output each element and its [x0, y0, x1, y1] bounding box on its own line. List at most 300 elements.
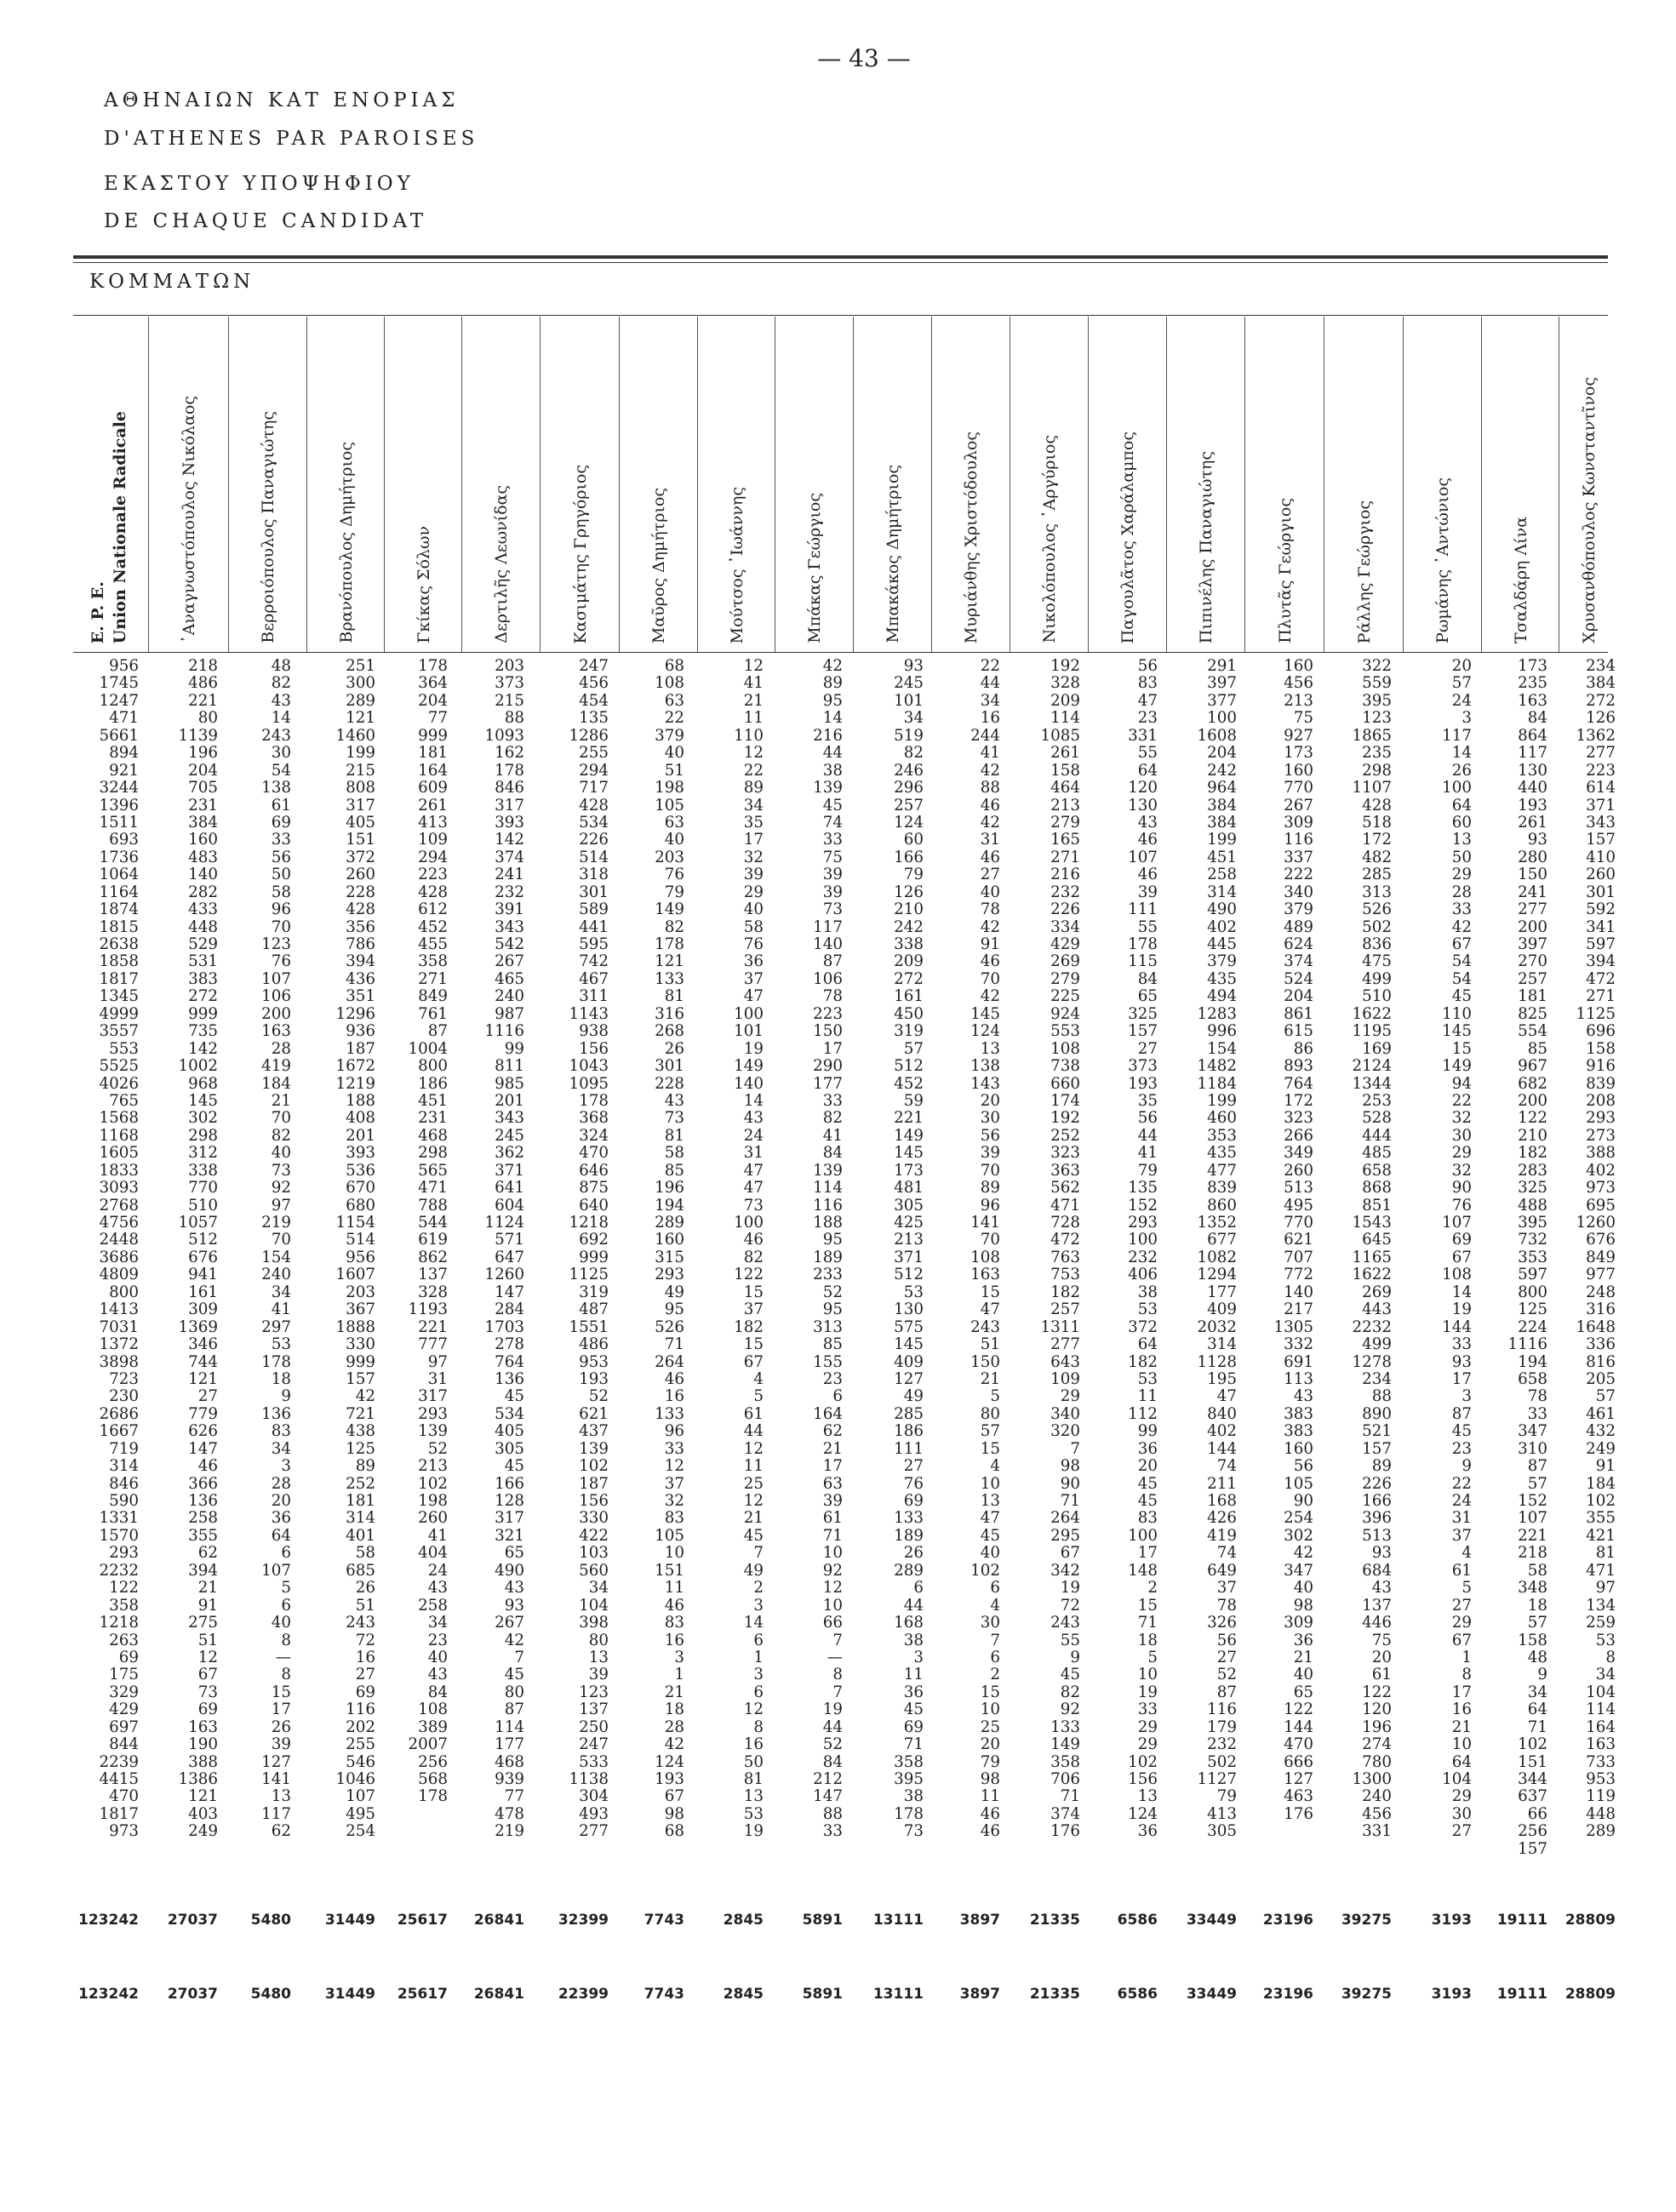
vote-cell: 89	[822, 674, 843, 693]
vote-cell: 646	[579, 1161, 609, 1180]
vote-cell: 275	[188, 1614, 218, 1632]
vote-cell: 107	[261, 969, 291, 988]
vote-cell: 49	[664, 1283, 684, 1301]
vote-cell: 37	[1216, 1579, 1237, 1598]
vote-cell: 924	[1050, 1004, 1080, 1023]
vote-cell: 177	[1207, 1283, 1237, 1301]
vote-cell: 130	[894, 1300, 924, 1319]
vote-cell: 88	[980, 779, 1000, 797]
vote-cell: 2007	[408, 1735, 448, 1754]
vote-cell: 27	[903, 1457, 924, 1476]
vote-cell: 192	[1050, 657, 1080, 675]
vote-cell: 409	[894, 1352, 924, 1371]
vote-cell: 264	[1050, 1509, 1080, 1528]
vote-cell: 120	[1128, 779, 1158, 797]
vote-cell: 63	[822, 1474, 843, 1493]
vote-cell: 108	[1050, 1039, 1080, 1058]
vote-cell: 46	[664, 1369, 684, 1388]
vote-cell: 47	[1137, 691, 1158, 710]
vote-cell: 738	[1050, 1057, 1080, 1076]
candidate-name: Μούτσος ᾿Ιωάννης	[727, 486, 746, 643]
vote-cell: 40	[1293, 1666, 1313, 1684]
vote-cell: 513	[1362, 1526, 1392, 1545]
vote-cell: 456	[579, 674, 609, 693]
total-check-cell: 27037	[167, 1986, 218, 2003]
vote-cell: 695	[1586, 1196, 1616, 1215]
total-check-cell: 26841	[473, 1986, 524, 2003]
vote-cell: 6	[753, 1683, 764, 1701]
total-cell: 5480	[250, 1912, 291, 1929]
vote-cell: 309	[1284, 1614, 1313, 1632]
vote-cell: 136	[495, 1369, 524, 1388]
vote-cell: 419	[261, 1057, 291, 1076]
vote-cell: 160	[655, 1231, 684, 1249]
vote-cell: 40	[664, 831, 684, 849]
vote-cell: 53	[1137, 1369, 1158, 1388]
vote-cell: 52	[588, 1387, 609, 1406]
total-check-cell: 25617	[397, 1986, 448, 2003]
vote-cell: 1164	[99, 883, 139, 901]
vote-cell: 110	[734, 726, 764, 745]
vote-cell: 157	[346, 1369, 375, 1388]
vote-cell: 467	[579, 969, 609, 988]
vote-cell: 728	[1050, 1214, 1080, 1232]
vote-cell: 875	[579, 1179, 609, 1197]
vote-cell: 9	[281, 1387, 291, 1406]
vote-cell: 143	[970, 1074, 1000, 1093]
vote-cell: 1736	[99, 848, 139, 866]
vote-cell: 30	[1451, 1126, 1472, 1145]
vote-cell: 277	[579, 1822, 609, 1841]
vote-cell: 1703	[484, 1317, 524, 1336]
vote-cell: 78	[1216, 1596, 1237, 1615]
total-cell: 31449	[324, 1912, 375, 1929]
vote-cell: 152	[1518, 1492, 1547, 1510]
vote-cell: 472	[1050, 1231, 1080, 1249]
vote-cell: 2232	[1352, 1317, 1392, 1336]
vote-cell: 346	[188, 1335, 218, 1354]
vote-cell: 40	[271, 1614, 291, 1632]
vote-cell: 279	[1050, 969, 1080, 988]
vote-cell: 213	[1284, 691, 1313, 710]
vote-cell: 283	[1518, 1161, 1547, 1180]
vote-cell: 373	[1128, 1057, 1158, 1076]
vote-cell: 6	[281, 1544, 291, 1563]
candidate-name: Χρυσανθόπουλος Κωνσταντῖνος	[1579, 377, 1599, 643]
vote-cell: 362	[495, 1144, 524, 1163]
vote-cell: 443	[1362, 1300, 1392, 1319]
vote-cell: 524	[1284, 969, 1313, 988]
vote-cell: 127	[261, 1752, 291, 1771]
vote-cell: 147	[495, 1283, 524, 1301]
vote-cell: 82	[822, 1109, 843, 1128]
vote-cell: 57	[1527, 1474, 1547, 1493]
vote-cell: 221	[188, 691, 218, 710]
vote-cell: 107	[1128, 848, 1158, 866]
vote-cell: 172	[1362, 831, 1392, 849]
vote-cell: 1168	[99, 1126, 139, 1145]
vote-cell: 816	[1586, 1352, 1616, 1371]
vote-cell: 127	[1284, 1770, 1313, 1788]
vote-cell: 37	[743, 969, 764, 988]
vote-cell: 20	[1451, 657, 1472, 675]
vote-cell: 23	[1137, 709, 1158, 728]
vote-cell: 122	[1362, 1683, 1392, 1701]
vote-cell: 358	[418, 952, 448, 971]
vote-cell: 11	[743, 709, 764, 728]
vote-cell: 388	[188, 1752, 218, 1771]
vote-cell: 353	[1518, 1248, 1547, 1266]
vote-cell: 269	[1362, 1283, 1392, 1301]
total-check-cell: 39275	[1341, 1986, 1392, 2003]
vote-cell: 851	[1362, 1196, 1392, 1215]
vote-cell: 61	[1371, 1666, 1392, 1684]
vote-cell: 428	[579, 796, 609, 814]
vote-cell: 463	[1284, 1787, 1313, 1806]
vote-cell: 205	[1586, 1369, 1616, 1388]
vote-column	[335, 658, 375, 1841]
vote-cell: 30	[980, 1614, 1000, 1632]
vote-cell: 343	[495, 1109, 524, 1128]
header-line-4: DE CHAQUE CANDIDAT	[104, 210, 428, 232]
vote-cell: 542	[495, 935, 524, 953]
vote-cell: 658	[1518, 1369, 1547, 1388]
vote-cell: 71	[1527, 1718, 1547, 1736]
vote-cell: 298	[1362, 761, 1392, 780]
vote-cell: 454	[579, 691, 609, 710]
vote-cell: 56	[271, 848, 291, 866]
candidate-header	[228, 317, 307, 652]
vote-cell: 45	[903, 1700, 924, 1719]
vote-cell: 1413	[99, 1300, 139, 1319]
vote-cell: 114	[1050, 709, 1080, 728]
vote-cell: 39	[271, 1735, 291, 1754]
vote-cell: 218	[1518, 1544, 1547, 1563]
vote-cell: 11	[664, 1579, 684, 1598]
vote-cell: 685	[346, 1561, 375, 1580]
vote-cell: 33	[822, 831, 843, 849]
vote-cell: 252	[346, 1474, 375, 1493]
vote-cell: 203	[495, 657, 524, 675]
vote-cell: 45	[743, 1526, 764, 1545]
vote-cell: 770	[1284, 779, 1313, 797]
vote-cell: 5	[1461, 1579, 1472, 1598]
vote-cell: 534	[495, 1404, 524, 1423]
vote-cell: 302	[1284, 1526, 1313, 1545]
vote-cell: 317	[346, 796, 375, 814]
vote-cell: 76	[903, 1474, 924, 1493]
vote-cell: 145	[970, 1004, 1000, 1023]
vote-cell: 862	[418, 1248, 448, 1266]
vote-cell: 494	[1207, 987, 1237, 1006]
vote-cell: 19	[822, 1700, 843, 1719]
top-double-rule	[73, 255, 1608, 259]
vote-cell: 27	[1451, 1596, 1472, 1615]
header-rule	[73, 315, 1608, 316]
vote-cell: 318	[579, 866, 609, 884]
vote-cell: 209	[1050, 691, 1080, 710]
vote-cell: 58	[271, 883, 291, 901]
vote-cell: 568	[418, 1770, 448, 1788]
vote-cell: 12	[743, 744, 764, 763]
vote-cell: 74	[1216, 1457, 1237, 1476]
total-cell: 5891	[802, 1912, 843, 1929]
vote-cell: 139	[418, 1422, 448, 1441]
vote-cell: 490	[1207, 900, 1237, 919]
vote-cell: 40	[1293, 1579, 1313, 1598]
vote-cell: 44	[822, 1718, 843, 1736]
vote-cell: 60	[1451, 813, 1472, 832]
vote-cell: 999	[346, 1352, 375, 1371]
vote-cell: 1127	[1197, 1770, 1237, 1788]
vote-cell: 55	[1137, 744, 1158, 763]
vote-cell: 384	[1207, 796, 1237, 814]
vote-cell: 800	[418, 1057, 448, 1076]
vote-column	[1352, 658, 1392, 1841]
vote-cell: 39	[980, 1144, 1000, 1163]
candidate-name: Πλυτᾶς Γεώργιος	[1275, 498, 1295, 643]
vote-cell: 30	[980, 1109, 1000, 1128]
vote-cell: 1	[674, 1666, 684, 1684]
vote-cell: 328	[418, 1283, 448, 1301]
vote-cell: 202	[346, 1718, 375, 1736]
total-check-cell: 22399	[558, 1986, 609, 2003]
total-cell: 13111	[872, 1912, 924, 1929]
vote-cell: 138	[261, 779, 291, 797]
vote-cell: 472	[1586, 969, 1616, 988]
vote-cell: 151	[346, 831, 375, 849]
vote-cell: 1296	[335, 1004, 375, 1023]
vote-cell: 249	[188, 1822, 218, 1841]
vote-cell: 289	[894, 1561, 924, 1580]
vote-cell: 266	[1284, 1126, 1313, 1145]
vote-cell: 562	[1050, 1179, 1080, 1197]
vote-cell: 499	[1362, 969, 1392, 988]
vote-cell: 47	[743, 987, 764, 1006]
vote-cell: 166	[1362, 1492, 1392, 1510]
vote-cell: 428	[1362, 796, 1392, 814]
first-column-header-line-2: Union Nationale Radicale	[111, 410, 129, 643]
vote-cell: 78	[822, 987, 843, 1006]
vote-cell: 101	[734, 1022, 764, 1041]
vote-cell: 647	[495, 1248, 524, 1266]
vote-cell: 1396	[99, 796, 139, 814]
vote-cell: 717	[579, 779, 609, 797]
vote-cell: 107	[1442, 1214, 1472, 1232]
vote-cell: 4756	[99, 1214, 139, 1232]
vote-cell: 12	[743, 657, 764, 675]
vote-cell: 156	[579, 1039, 609, 1058]
vote-cell: 305	[495, 1439, 524, 1458]
vote-cell: 964	[1207, 779, 1237, 797]
vote-cell: 123	[261, 935, 291, 953]
vote-cell: 1138	[569, 1770, 609, 1788]
vote-cell: 73	[822, 900, 843, 919]
vote-cell: 173	[1518, 657, 1547, 675]
vote-cell: 137	[418, 1266, 448, 1284]
vote-cell: 56	[1137, 657, 1158, 675]
vote-cell: 1888	[335, 1317, 375, 1336]
vote-cell: 1372	[99, 1335, 139, 1354]
vote-cell: 188	[813, 1214, 843, 1232]
vote-cell: 256	[418, 1752, 448, 1771]
vote-cell: 100	[734, 1004, 764, 1023]
vote-cell: 846	[109, 1474, 139, 1493]
vote-cell: 3	[1461, 709, 1472, 728]
vote-cell: 182	[734, 1317, 764, 1336]
vote-cell: 1605	[99, 1144, 139, 1163]
vote-cell: 140	[1284, 1283, 1313, 1301]
vote-cell: 314	[346, 1509, 375, 1528]
vote-cell: 51	[664, 761, 684, 780]
vote-cell: 226	[579, 831, 609, 849]
vote-cell: 42	[980, 987, 1000, 1006]
vote-cell: 164	[418, 761, 448, 780]
vote-cell: 575	[894, 1317, 924, 1336]
first-column-header	[73, 317, 148, 652]
vote-cell: 347	[1518, 1422, 1547, 1441]
vote-cell: 1095	[569, 1074, 609, 1093]
vote-cell: 273	[1586, 1126, 1616, 1145]
vote-cell: 211	[1207, 1474, 1237, 1493]
vote-cell: 107	[261, 1561, 291, 1580]
vote-cell: 217	[1284, 1300, 1313, 1319]
vote-cell: 2638	[99, 935, 139, 953]
vote-cell: 18	[1137, 1631, 1158, 1649]
vote-cell: 326	[1207, 1614, 1237, 1632]
vote-cell: 301	[579, 883, 609, 901]
vote-cell: 210	[1518, 1126, 1547, 1145]
vote-cell: 7	[832, 1631, 843, 1649]
vote-cell: 54	[271, 761, 291, 780]
vote-cell: 91	[1595, 1457, 1616, 1476]
vote-cell: 163	[1586, 1735, 1616, 1754]
vote-cell: 66	[1527, 1804, 1547, 1823]
vote-cell: 178	[418, 1787, 448, 1806]
vote-cell: 313	[1362, 883, 1392, 901]
vote-cell: 46	[743, 1231, 764, 1249]
vote-cell: 34	[1527, 1683, 1547, 1701]
vote-cell: 377	[1207, 691, 1237, 710]
vote-cell: 204	[418, 691, 448, 710]
vote-cell: 514	[579, 848, 609, 866]
total-check-cell: 7743	[644, 1986, 684, 2003]
vote-cell: 1622	[1352, 1004, 1392, 1023]
vote-cell: 391	[495, 900, 524, 919]
vote-cell: 255	[346, 1735, 375, 1754]
candidate-header	[461, 317, 541, 652]
vote-cell: 82	[271, 674, 291, 693]
vote-cell: 9	[1070, 1648, 1080, 1666]
vote-cell: 172	[1284, 1091, 1313, 1110]
candidate-name: Μπάκας Γεώργιος	[805, 493, 824, 643]
vote-cell: 394	[1586, 952, 1616, 971]
vote-cell: 334	[1050, 917, 1080, 936]
vote-cell: 316	[1586, 1300, 1616, 1319]
vote-cell: 69	[1451, 1231, 1472, 1249]
vote-cell: 232	[1050, 883, 1080, 901]
vote-cell: 271	[1050, 848, 1080, 866]
vote-cell: 40	[980, 883, 1000, 901]
vote-cell: 122	[734, 1266, 764, 1284]
vote-cell: 77	[504, 1787, 524, 1806]
vote-cell: 113	[1284, 1369, 1313, 1388]
vote-cell: 200	[261, 1004, 291, 1023]
vote-column	[1197, 658, 1237, 1841]
vote-cell: 395	[894, 1770, 924, 1788]
vote-cell: 30	[1451, 1804, 1472, 1823]
vote-cell: 160	[1284, 1439, 1313, 1458]
vote-cell: 800	[1518, 1283, 1547, 1301]
vote-cell: 260	[418, 1509, 448, 1528]
vote-cell: 403	[188, 1804, 218, 1823]
vote-column	[1576, 658, 1616, 1841]
vote-cell: 402	[1207, 917, 1237, 936]
vote-cell: 43	[1137, 813, 1158, 832]
vote-cell: 684	[1362, 1561, 1392, 1580]
vote-cell: 343	[1586, 813, 1616, 832]
vote-cell: 83	[664, 1509, 684, 1528]
vote-cell: 136	[261, 1404, 291, 1423]
vote-cell: 231	[418, 1109, 448, 1128]
vote-cell: 761	[418, 1004, 448, 1023]
vote-cell: 289	[655, 1214, 684, 1232]
vote-cell: 160	[188, 831, 218, 849]
vote-cell: 142	[495, 831, 524, 849]
vote-cell: 3686	[99, 1248, 139, 1266]
vote-cell: 323	[1284, 1109, 1313, 1128]
vote-cell: 534	[579, 813, 609, 832]
vote-cell: 29	[1451, 1787, 1472, 1806]
vote-cell: 1260	[1576, 1214, 1616, 1232]
vote-cell: 1362	[1576, 726, 1616, 745]
vote-cell: 29	[1060, 1387, 1080, 1406]
vote-cell: 157	[1586, 831, 1616, 849]
vote-cell: 42	[1451, 917, 1472, 936]
vote-cell: 8	[281, 1666, 291, 1684]
vote-cell: 421	[1586, 1526, 1616, 1545]
vote-cell: 3898	[99, 1352, 139, 1371]
vote-cell: 452	[894, 1074, 924, 1093]
vote-cell: 52	[822, 1735, 843, 1754]
vote-cell: 325	[1128, 1004, 1158, 1023]
vote-cell: 893	[1284, 1057, 1313, 1076]
vote-cell: 1294	[1197, 1266, 1237, 1284]
vote-cell: 145	[1442, 1022, 1472, 1041]
vote-cell: 571	[495, 1231, 524, 1249]
vote-cell: 176	[1284, 1804, 1313, 1823]
vote-cell: 149	[1442, 1057, 1472, 1076]
vote-cell: 554	[1518, 1022, 1547, 1041]
vote-cell: 614	[1586, 779, 1616, 797]
vote-cell: 343	[495, 917, 524, 936]
vote-cell: 40	[427, 1648, 448, 1666]
vote-cell: 401	[346, 1526, 375, 1545]
vote-cell: 1817	[99, 1804, 139, 1823]
vote-cell: 76	[743, 935, 764, 953]
vote-cell: 70	[980, 1161, 1000, 1180]
vote-cell: 221	[1518, 1526, 1547, 1545]
vote-cell: 12	[743, 1439, 764, 1458]
vote-cell: 1570	[99, 1526, 139, 1545]
vote-cell: 32	[664, 1492, 684, 1510]
vote-cell: 470	[1284, 1735, 1313, 1754]
vote-cell: 48	[271, 657, 291, 675]
total-check-cell: 31449	[324, 1986, 375, 2003]
vote-cell: 95	[822, 1231, 843, 1249]
vote-cell: 677	[1207, 1231, 1237, 1249]
vote-cell: —	[827, 1648, 843, 1666]
